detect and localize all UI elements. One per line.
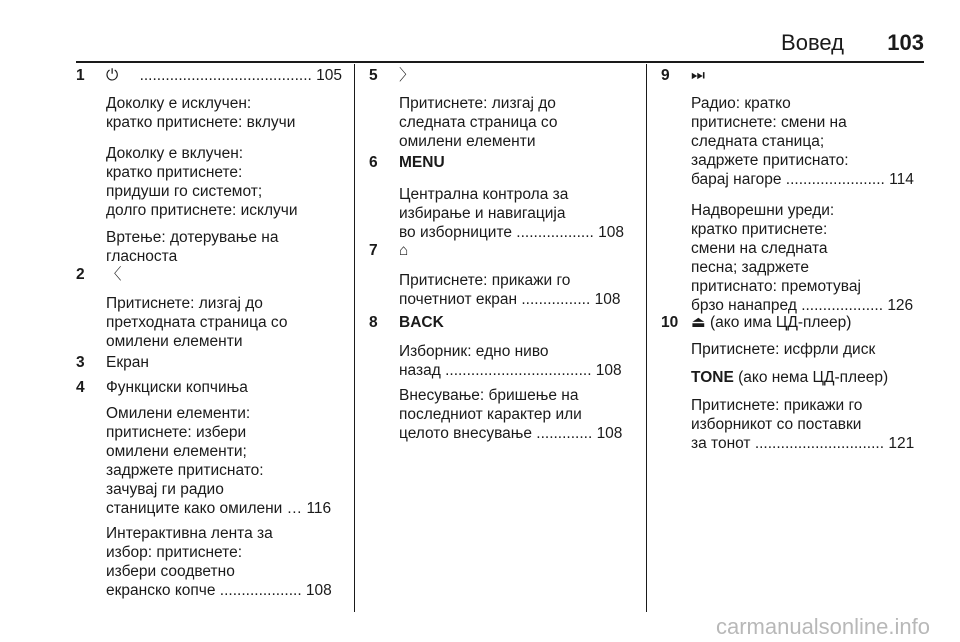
power-icon: ⏻ <box>106 67 119 84</box>
item-number: 2 <box>76 266 85 283</box>
item-6-text: Централна контрола за избирање и навигација во изборниците .................. 108 <box>399 186 624 241</box>
item-8-text-1: Изборник: едно ниво назад .................................. 108 <box>399 343 622 379</box>
item-10-text-2: Притиснете: прикажи го изборникот со поставки за тонот .............................. 121 <box>691 397 915 452</box>
item-5-text: Притиснете: лизгај до следната страница со омилени елементи <box>399 95 558 150</box>
item-3-label: Екран <box>106 354 149 371</box>
section-title: Вовед <box>781 30 844 55</box>
item-number: 10 <box>661 314 679 331</box>
item-1-text-1: Доколку е исклучен: кратко притиснете: вклучи <box>106 95 296 131</box>
column-divider-2 <box>646 64 647 612</box>
chevron-right-icon: 〉 <box>399 67 415 84</box>
item-9-text-2: Надворешни уреди: кратко притиснете: смени на следната песна; задржете притиснато: премотувај брзо нанапред ................... 126 <box>691 202 914 314</box>
item-4-label: Функциски копчиња <box>106 379 248 396</box>
item-number: 3 <box>76 354 85 371</box>
item-6-label: MENU <box>399 154 445 171</box>
page-number: 103 <box>887 30 924 55</box>
item-1-text-2: Доколку е вклучен: кратко притиснете: придуши го системот; долго притиснете: исклучи <box>106 145 298 219</box>
item-8-text-2: Внесување: бришење на последниот карактер или целото внесување ............. 108 <box>399 387 623 442</box>
item-number: 5 <box>369 67 378 84</box>
item-number: 7 <box>369 242 378 259</box>
home-icon: ⌂ <box>399 242 409 259</box>
watermark: carmanualsonline.info <box>715 614 930 639</box>
skip-forward-icon: ⏭ <box>691 67 705 84</box>
item-9-text-1: Радио: кратко притиснете: смени на следната станица; задржете притиснато: барај нагоре ....................... 114 <box>691 95 914 188</box>
item-1-text-3: Вртење: дотерување на гласноста <box>106 229 279 265</box>
eject-icon: ⏏ <box>691 314 706 331</box>
item-2-text: Притиснете: лизгај до претходната страница со омилени елементи <box>106 295 288 350</box>
column-divider-1 <box>354 64 355 612</box>
chevron-left-icon: 〈 <box>106 266 122 283</box>
item-number: 8 <box>369 314 378 331</box>
item-10-text-1: Притиснете: исфрли диск <box>691 341 876 358</box>
item-8-label: BACK <box>399 314 444 331</box>
item-7-text: Притиснете: прикажи го почетниот екран ................ 108 <box>399 272 621 308</box>
item-number: 6 <box>369 154 378 171</box>
header-rule <box>76 61 924 63</box>
item-number: 1 <box>76 67 85 84</box>
item-10-label: (ако има ЦД-плеер) <box>705 314 852 331</box>
item-number: 9 <box>661 67 670 84</box>
item-4-text-1: Омилени елементи: притиснете: избери омилени елементи; задржете притиснато: зачувај ги радио станиците како омилени … 116 <box>106 405 332 517</box>
item-10-head <box>691 313 851 332</box>
item-number: 4 <box>76 379 85 396</box>
item-4-text-2: Интерактивна лента за избор: притиснете: избери соодветно екранско копче ................... 108 <box>106 525 332 599</box>
tone-label: TONE <box>691 369 734 386</box>
tone-note: (ако нема ЦД-плеер) <box>733 369 889 386</box>
item-1-ref: ........................................ 105 <box>139 67 342 84</box>
tone-line <box>691 368 888 387</box>
